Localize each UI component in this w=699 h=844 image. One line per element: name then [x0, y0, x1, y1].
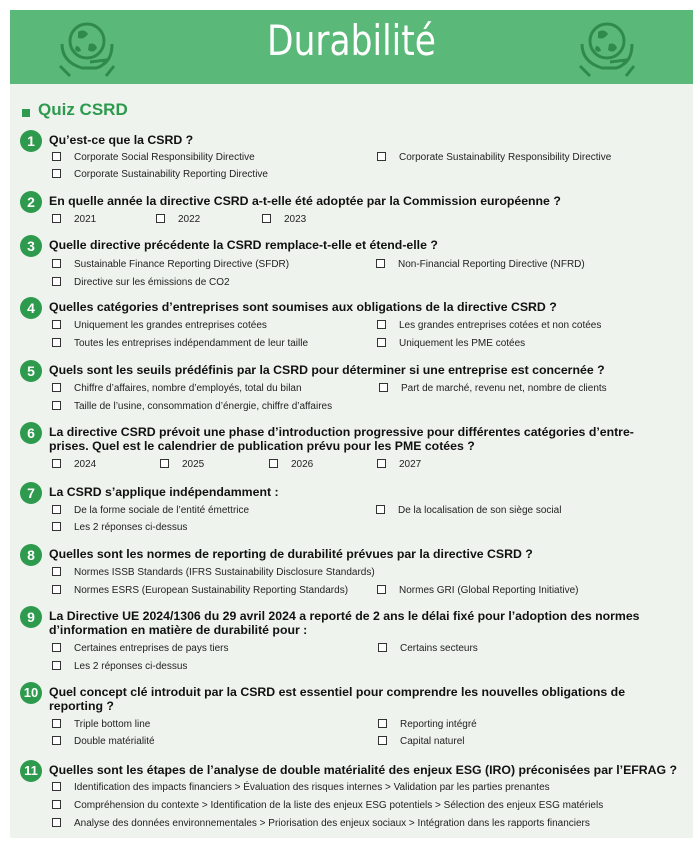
answer-option[interactable]: 2021	[52, 214, 96, 225]
checkbox[interactable]	[52, 585, 61, 594]
answer-option[interactable]: Corporate Sustainability Responsibility Directive	[377, 152, 611, 163]
question-number: 3	[20, 235, 42, 257]
question-number: 4	[20, 297, 42, 319]
globe-in-hands-icon	[576, 14, 638, 80]
checkbox[interactable]	[52, 320, 61, 329]
question-number: 9	[20, 606, 42, 628]
checkbox[interactable]	[378, 719, 387, 728]
checkbox[interactable]	[379, 383, 388, 392]
checkbox[interactable]	[378, 643, 387, 652]
answer-option[interactable]: Toutes les entreprises indépendamment de leur taille	[52, 338, 308, 349]
checkbox[interactable]	[160, 459, 169, 468]
checkbox[interactable]	[52, 383, 61, 392]
checkbox[interactable]	[52, 505, 61, 514]
checkbox[interactable]	[52, 214, 61, 223]
checkbox[interactable]	[376, 505, 385, 514]
checkbox[interactable]	[376, 259, 385, 268]
checkbox[interactable]	[52, 459, 61, 468]
answer-option[interactable]: Chiffre d’affaires, nombre d’employés, total du bilan	[52, 383, 302, 394]
question-number: 1	[20, 130, 42, 152]
checkbox[interactable]	[52, 719, 61, 728]
answer-option[interactable]: Les 2 réponses ci-dessus	[52, 522, 187, 533]
checkbox[interactable]	[52, 259, 61, 268]
checkbox[interactable]	[52, 401, 61, 410]
question-text: En quelle année la directive CSRD a-t-elle été adoptée par la Commission européenne ?	[49, 194, 561, 208]
answer-option[interactable]: Directive sur les émissions de CO2	[52, 277, 230, 288]
checkbox[interactable]	[52, 522, 61, 531]
answer-option[interactable]: Compréhension du contexte > Identification de la liste des enjeux ESG potentiels > Sélection des enjeux ESG matériels	[52, 800, 603, 811]
page-title: Durabilité	[267, 16, 436, 65]
question-text: La Directive UE 2024/1306 du 29 avril 2024 a reporté de 2 ans le délai fixé pour l’adoption des normes d’information en matière de durabilité pour :	[49, 609, 640, 637]
answer-option[interactable]: Normes ESRS (European Sustainability Reporting Standards)	[52, 585, 348, 596]
question-number: 7	[20, 482, 42, 504]
question-number: 6	[20, 422, 42, 444]
answer-option[interactable]: Les 2 réponses ci-dessus	[52, 661, 187, 672]
checkbox[interactable]	[52, 152, 61, 161]
header-banner	[10, 10, 693, 84]
answer-option[interactable]: 2022	[156, 214, 200, 225]
question-text: Qu’est-ce que la CSRD ?	[49, 133, 194, 147]
checkbox[interactable]	[52, 338, 61, 347]
section-title: Quiz CSRD	[38, 100, 128, 119]
answer-option[interactable]: Uniquement les grandes entreprises cotées	[52, 320, 267, 331]
checkbox[interactable]	[262, 214, 271, 223]
answer-option[interactable]: 2027	[377, 459, 421, 470]
question-text: Quelles catégories d’entreprises sont soumises aux obligations de la directive CSRD ?	[49, 300, 557, 314]
checkbox[interactable]	[52, 736, 61, 745]
answer-option[interactable]: Sustainable Finance Reporting Directive (SFDR)	[52, 259, 289, 270]
answer-option[interactable]: 2023	[262, 214, 306, 225]
question-text: Quelle directive précédente la CSRD remplace-t-elle et étend-elle ?	[49, 238, 438, 252]
checkbox[interactable]	[52, 800, 61, 809]
checkbox[interactable]	[52, 567, 61, 576]
answer-option[interactable]: De la localisation de son siège social	[376, 505, 561, 516]
checkbox[interactable]	[52, 782, 61, 791]
checkbox[interactable]	[52, 818, 61, 827]
answer-option[interactable]: Les grandes entreprises cotées et non cotées	[377, 320, 601, 331]
answer-option[interactable]: 2024	[52, 459, 96, 470]
checkbox[interactable]	[52, 277, 61, 286]
answer-option[interactable]: Corporate Sustainability Reporting Directive	[52, 169, 268, 180]
answer-option[interactable]: Certaines entreprises de pays tiers	[52, 643, 229, 654]
answer-option[interactable]: Corporate Social Responsibility Directive	[52, 152, 255, 163]
checkbox[interactable]	[52, 169, 61, 178]
answer-option[interactable]: Reporting intégré	[378, 719, 477, 730]
answer-option[interactable]: Normes ISSB Standards (IFRS Sustainability Disclosure Standards)	[52, 567, 375, 578]
question-number: 8	[20, 544, 42, 566]
question-number: 10	[20, 682, 42, 704]
answer-option[interactable]: Part de marché, revenu net, nombre de clients	[379, 383, 607, 394]
question-text: Quelles sont les normes de reporting de durabilité prévues par la directive CSRD ?	[49, 547, 533, 561]
answer-option[interactable]: Certains secteurs	[378, 643, 478, 654]
question-number: 11	[20, 760, 42, 782]
question-text: Quelles sont les étapes de l’analyse de double matérialité des enjeux ESG (IRO) préconisées par l’EFRAG ?	[49, 763, 678, 777]
answer-option[interactable]: 2026	[269, 459, 313, 470]
answer-option[interactable]: Double matérialité	[52, 736, 155, 747]
question-text: Quel concept clé introduit par la CSRD est essentiel pour comprendre les nouvelles obligations de reporting ?	[49, 685, 626, 713]
checkbox[interactable]	[52, 661, 61, 670]
answer-option[interactable]: Uniquement les PME cotées	[377, 338, 525, 349]
question-text: Quels sont les seuils prédéfinis par la CSRD pour déterminer si une entreprise est concernée ?	[49, 363, 605, 377]
question-number: 5	[20, 360, 42, 382]
answer-option[interactable]: Normes GRI (Global Reporting Initiative)	[377, 585, 579, 596]
answer-option[interactable]: Analyse des données environnementales > Priorisation des enjeux sociaux > Intégration dans les rapports financiers	[52, 818, 590, 829]
answer-option[interactable]: Identification des impacts financiers > Évaluation des risques internes > Validation par les parties prenantes	[52, 782, 550, 793]
checkbox[interactable]	[156, 214, 165, 223]
answer-option[interactable]: Non-Financial Reporting Directive (NFRD)	[376, 259, 585, 270]
quiz-page	[10, 10, 693, 838]
answer-option[interactable]: 2025	[160, 459, 204, 470]
answer-option[interactable]: Capital naturel	[378, 736, 464, 747]
checkbox[interactable]	[377, 338, 386, 347]
answer-option[interactable]: Taille de l’usine, consommation d’énergie, chiffre d’affaires	[52, 401, 332, 412]
checkbox[interactable]	[269, 459, 278, 468]
question-text: La directive CSRD prévoit une phase d’introduction progressive pour différentes catégories d’entre- prises. Quel est le calendrier de publication prévu pour les PME cotées ?	[49, 425, 634, 453]
checkbox[interactable]	[377, 320, 386, 329]
question-number: 2	[20, 191, 42, 213]
question-text: La CSRD s’applique indépendamment :	[49, 485, 279, 499]
checkbox[interactable]	[52, 643, 61, 652]
checkbox[interactable]	[378, 736, 387, 745]
checkbox[interactable]	[377, 585, 386, 594]
answer-option[interactable]: Triple bottom line	[52, 719, 150, 730]
checkbox[interactable]	[377, 152, 386, 161]
answer-option[interactable]: De la forme sociale de l’entité émettrice	[52, 505, 249, 516]
checkbox[interactable]	[377, 459, 386, 468]
